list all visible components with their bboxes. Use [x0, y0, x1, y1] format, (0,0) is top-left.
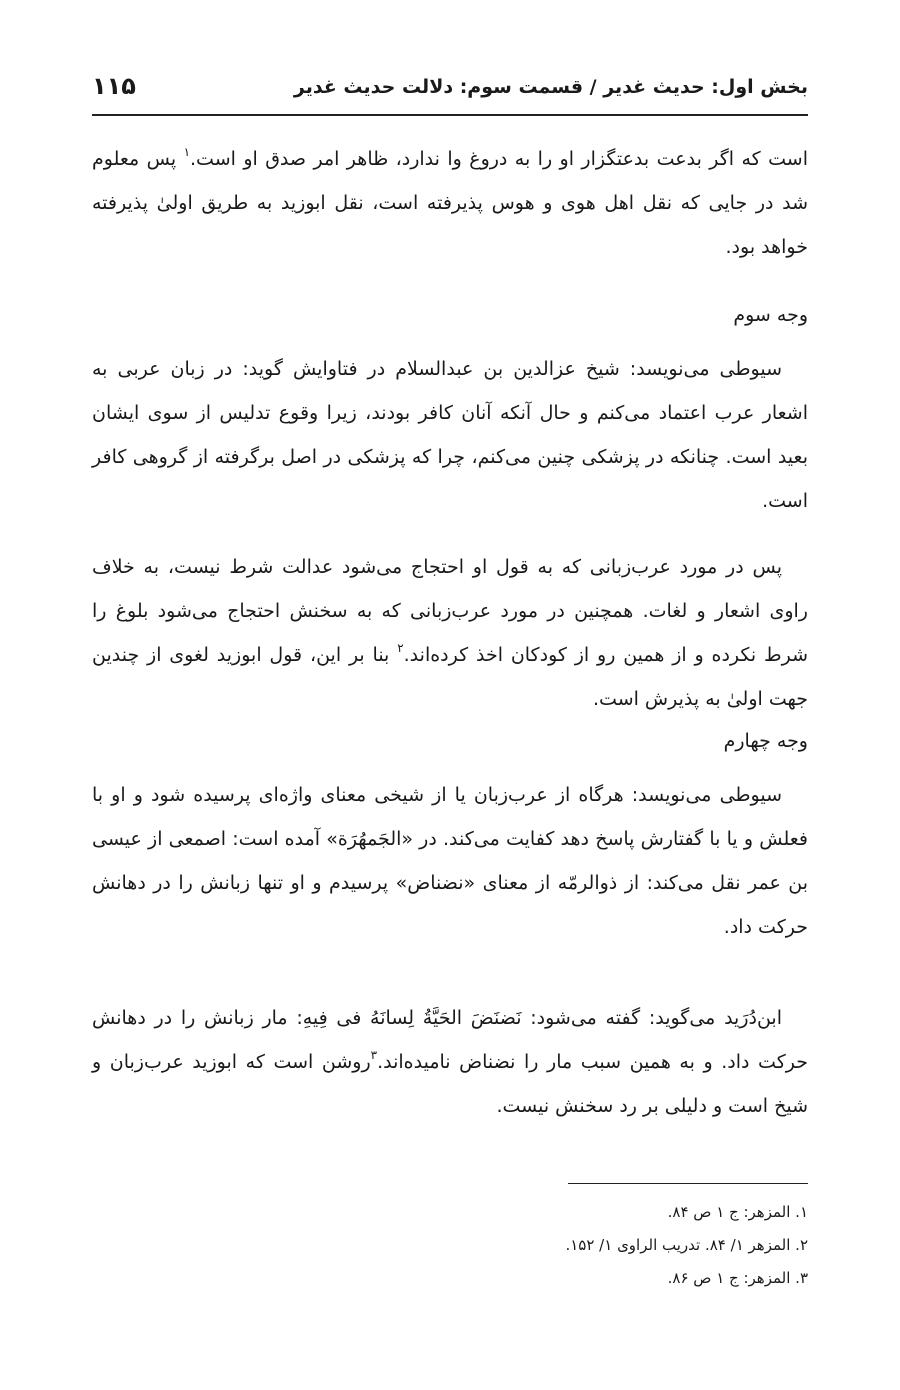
paragraph-3 — [92, 545, 808, 721]
paragraph-1-text-b: پس معلوم شد در جایی که نقل اهل هوی و هوس پذیرفته است، نقل ابوزید به طریق اولیٰ پذیرفته خواهد بود. — [92, 148, 808, 258]
footnote-ref-3: ۳ — [370, 1048, 378, 1062]
footnote-separator — [568, 1183, 808, 1184]
paragraph-3-text-b: بنا بر این، قول ابوزید لغوی از چندین جهت اولیٰ به پذیرش است. — [92, 644, 808, 710]
paragraph-3-text-a: پس در مورد عرب‌زبانی که به قول او احتجاج می‌شود عدالت شرط نیست، به خلاف راوی اشعار و لغات. همچنین در مورد عرب‌زبانی که به سخنش احتجاج می‌شود بلوغ را شرط نکرده و از همین رو از کودکان اخذ کرده‌اند. — [92, 556, 808, 666]
footnotes — [92, 1196, 808, 1295]
paragraph-4-text: سیوطی می‌نویسد: هرگاه از عرب‌زبان یا از شیخی معنای واژه‌ای پرسیده شود و او با فعلش و یا با گفتارش پاسخ دهد کفایت می‌کند. در «الجَمهُرَة» آمده است: اصمعی از عیسی بن عمر نقل می‌کند: از ذوالرمّه از معنای «نضناض» پرسیدم و او تنها زبانش را در دهانش حرکت داد. — [92, 784, 808, 938]
paragraph-5-text-a: ابن‌دُرَید می‌گوید: گفته می‌شود: نَضنَضَ الحَیَّةُ لِسانَهُ فی فِیهِ: مار زبانش را در دهانش حرکت داد. و به همین سبب مار را نضناض نامیده‌اند. — [92, 1007, 808, 1073]
paragraph-1 — [92, 137, 808, 269]
page-number: ۱۱۵ — [92, 72, 136, 100]
paragraph-1-text-a: است که اگر بدعت بدعتگزار او را به دروغ وا ندارد، ظاهر امر صدق او است. — [190, 148, 808, 170]
footnote-ref-2: ۲ — [397, 641, 404, 655]
paragraph-4 — [92, 773, 808, 949]
paragraph-5 — [92, 996, 808, 1128]
paragraph-2 — [92, 347, 808, 523]
footnote-3: ۳. المزهر: ج ۱ ص ۸۶. — [667, 1269, 808, 1287]
paragraph-5-text-b: روشن است که ابوزید عرب‌زبان و شیخ است و دلیلی بر رد سخنش نیست. — [92, 1051, 808, 1117]
section-heading-fourth: وجه چهارم — [723, 730, 808, 752]
section-heading-third: وجه سوم — [733, 304, 808, 326]
footnote-ref-1: ۱ — [183, 145, 191, 159]
footnote-1: ۱. المزهر: ج ۱ ص ۸۴. — [667, 1203, 808, 1221]
running-header-title: بخش اول: حدیث غدیر / قسمت سوم: دلالت حدیث غدیر — [293, 76, 808, 98]
paragraph-2-text: سیوطی می‌نویسد: شیخ عزالدین بن عبدالسلام در فتاوایش گوید: در زبان عربی به اشعار عرب اعتماد می‌کنم و حال آنکه آنان کافر بودند، زیرا وقوع تدلیس از سوی ایشان بعید است. چنانکه در پزشکی چنین می‌کنم، چرا که پزشکی در اصل برگرفته از گروهی کافر است. — [92, 358, 808, 512]
running-header — [92, 70, 808, 116]
footnote-2: ۲. المزهر ۱/ ۸۴. تدریب الراوی ۱/ ۱۵۲. — [565, 1236, 808, 1254]
